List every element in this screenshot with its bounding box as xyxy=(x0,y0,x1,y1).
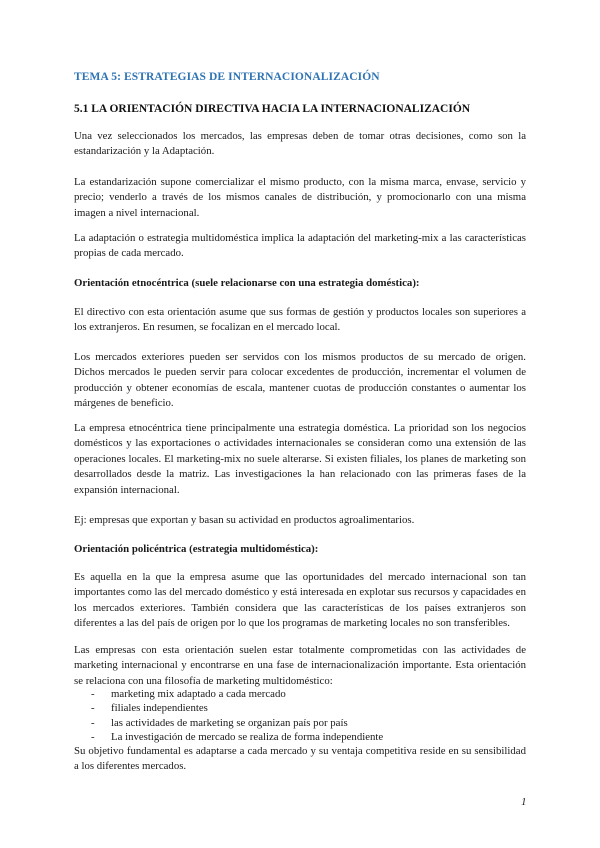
policentrica-bullet-list xyxy=(74,687,526,744)
intro-paragraph-2: La estandarización supone comercializar el mismo producto, con la misma marca, envase, servicio y precio; venderlo a través de los mismos canales de distribución, y promocionarlo con una misma imagen a nivel internacional. xyxy=(74,176,526,219)
etnocentrica-paragraph-3: La empresa etnocéntrica tiene principalmente una estrategia doméstica. La prioridad son los negocios domésticos y las exportaciones o actividades internacionales se consideran como una extensión de las operaciones locales. El marketing-mix no suele alterarse. Si existen filiales, los planes de marketing son desarrollados desde la matriz. Las investigaciones la han relacionado con las primeras fases de la expansión internacional. xyxy=(74,422,526,496)
section-title: 5.1 LA ORIENTACIÓN DIRECTIVA HACIA LA INTERNACIONALIZACIÓN xyxy=(74,103,471,115)
etnocentrica-example: Ej: empresas que exportan y basan su actividad en productos agroalimentarios. xyxy=(74,514,415,526)
intro-paragraph-3: La adaptación o estrategia multidoméstica implica la adaptación del marketing-mix a las características propias de cada mercado. xyxy=(74,232,526,260)
list-item: - las actividades de marketing se organizan país por país xyxy=(91,716,348,729)
intro-paragraph-1: Una vez seleccionados los mercados, las empresas deben de tomar otras decisiones, como son la estandarización y la Adaptación. xyxy=(74,130,526,158)
list-item: - La investigación de mercado se realiza de forma independiente xyxy=(91,730,384,743)
list-item: - marketing mix adaptado a cada mercado xyxy=(91,688,286,700)
policentrica-paragraph-2: Las empresas con esta orientación suelen estar totalmente comprometidas con las actividades de marketing internacional y encontrarse en una fase de internacionalización importante. Esta orientación se relaciona con una filosofía de marketing multidoméstico: xyxy=(74,644,526,687)
policentrica-paragraph-1: Es aquella en la que la empresa asume que las oportunidades del mercado internacional son tan importantes como las del mercado doméstico y está interesada en explotar sus recursos y capacidades en los mercados exteriores. También considera que las características de los países extranjeros son diferentes a las del país de origen por lo que los programas de marketing locales no son transferibles. xyxy=(74,571,526,630)
etnocentrica-heading: Orientación etnocéntrica (suele relacionarse con una estrategia doméstica): xyxy=(74,277,420,289)
list-item: - filiales independientes xyxy=(91,702,208,715)
policentrica-closing: Su objetivo fundamental es adaptarse a cada mercado y su ventaja competitiva reside en su sensibilidad a los diferentes mercados. xyxy=(74,745,526,773)
chapter-title: TEMA 5: ESTRATEGIAS DE INTERNACIONALIZACIÓN xyxy=(74,71,380,83)
etnocentrica-paragraph-1: El directivo con esta orientación asume que sus formas de gestión y productos locales son superiores a los extranjeros. En resumen, se focalizan en el mercado local. xyxy=(74,306,526,334)
etnocentrica-paragraph-2: Los mercados exteriores pueden ser servidos con los mismos productos de su mercado de origen. Dichos mercados le pueden servir para colocar excedentes de producción, incrementar el volumen de producción y obtener economías de escala, mantener cuotas de producción constantes o aumentar los márgenes de beneficio. xyxy=(74,351,526,410)
policentrica-heading: Orientación policéntrica (estrategia multidoméstica): xyxy=(74,543,319,555)
page-number: 1 xyxy=(521,796,527,808)
